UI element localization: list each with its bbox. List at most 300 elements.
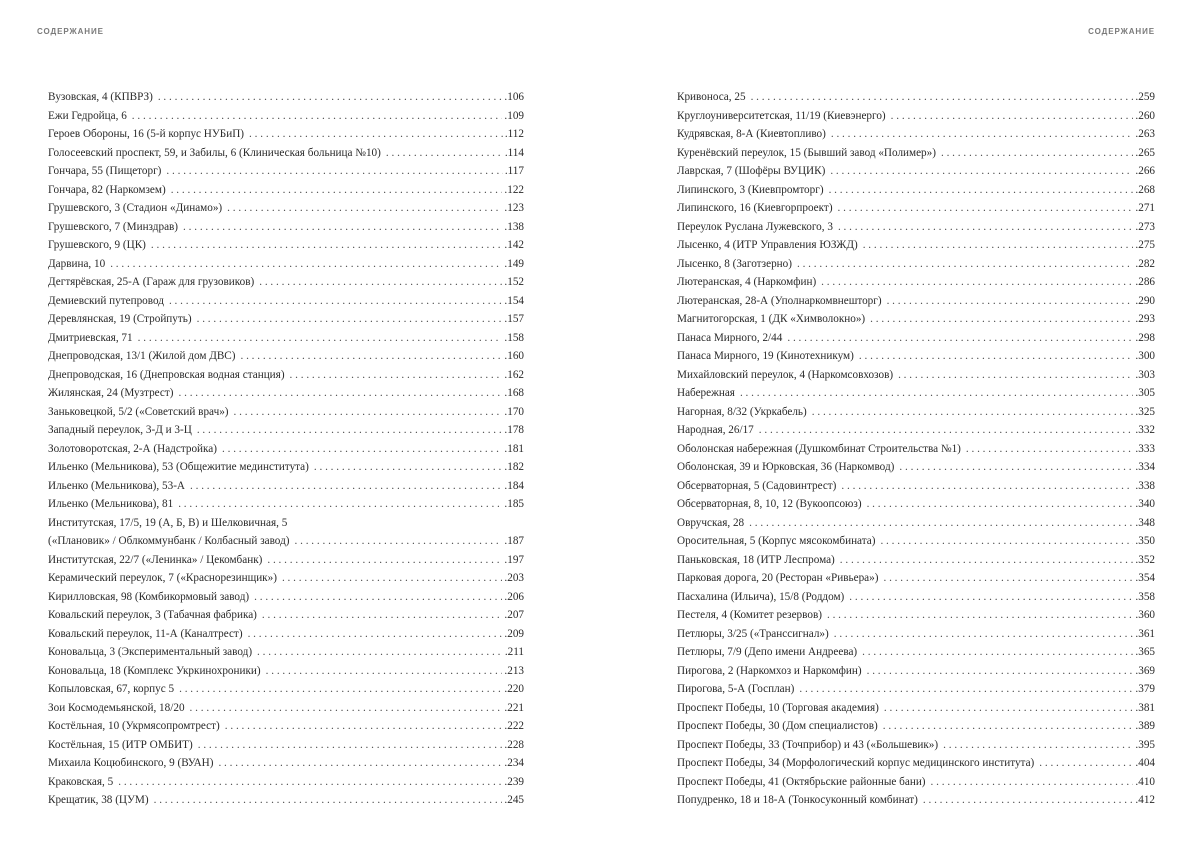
toc-entry-page: .332	[1135, 424, 1155, 436]
toc-entry	[48, 181, 524, 200]
toc-entry-page: .234	[504, 757, 524, 769]
toc-entry	[677, 273, 1155, 292]
toc-entry	[677, 199, 1155, 218]
toc-entry-page: .112	[504, 128, 524, 140]
toc-entry-page: .379	[1135, 683, 1155, 695]
toc-entry	[677, 773, 1155, 792]
dot-leader	[787, 329, 1133, 348]
toc-entry	[48, 791, 524, 810]
toc-entry-title: Михаила Коцюбинского, 9 (ВУАН)	[48, 757, 214, 769]
toc-entry-page: .149	[504, 257, 524, 270]
toc-entry-page: .170	[504, 405, 524, 418]
toc-entry-page: .404	[1135, 757, 1155, 769]
dot-leader	[830, 162, 1133, 181]
toc-entry	[677, 403, 1155, 422]
toc-entry	[48, 162, 524, 181]
toc-entry-title: Кирилловская, 98 (Комбикормовый завод)	[48, 590, 250, 603]
toc-entry	[48, 421, 524, 440]
toc-entry-title: Дмитриевская, 71	[48, 331, 133, 344]
dot-leader	[225, 717, 503, 736]
toc-entry	[48, 366, 524, 385]
toc-entry-page: .184	[504, 479, 524, 492]
dot-leader	[799, 680, 1133, 699]
toc-entry	[48, 680, 524, 699]
toc-entry-page: .354	[1135, 572, 1155, 584]
toc-entry-page: .207	[504, 609, 524, 621]
toc-entry	[48, 384, 524, 403]
toc-entry-title: Кудрявская, 8-А (Киевтопливо)	[677, 128, 826, 140]
toc-entry	[48, 144, 524, 163]
toc-entry-title: Панаса Мирного, 19 (Кинотехникум)	[677, 350, 854, 362]
dot-leader	[867, 495, 1134, 514]
dot-leader	[166, 162, 502, 181]
toc-entry-title: Круглоуниверситетская, 11/19 (Киевэнерго)	[677, 109, 886, 122]
toc-entry-title: Гончара, 82 (Наркомзем)	[48, 183, 166, 196]
dot-leader	[138, 329, 503, 348]
toc-entry	[48, 643, 524, 662]
dot-leader	[884, 699, 1134, 718]
toc-entry-title: Ильенко (Мельникова), 53 (Общежитие мединститута)	[48, 461, 309, 473]
toc-entry	[677, 384, 1155, 403]
toc-entry-page: .142	[504, 239, 524, 251]
toc-entry-page: .360	[1135, 609, 1155, 621]
toc-entry-title: Кривоноса, 25	[677, 91, 746, 103]
dot-leader	[838, 199, 1134, 218]
toc-entry-title: Ильенко (Мельникова), 81	[48, 498, 174, 510]
toc-entry-title: Паньковская, 18 (ИТР Леспрома)	[677, 553, 835, 566]
dot-leader	[883, 569, 1133, 588]
toc-entry-page: .303	[1135, 368, 1155, 381]
running-head-left: СОДЕРЖАНИЕ	[37, 27, 104, 36]
toc-entry-title: Коновальца, 3 (Экспериментальный завод)	[48, 646, 253, 658]
toc-entry-title: Проспект Победы, 33 (Точприбор) и 43 («Большевик»)	[677, 738, 939, 751]
toc-entry-page: .245	[504, 794, 524, 806]
dot-leader	[158, 88, 503, 107]
dot-leader	[834, 625, 1134, 644]
dot-leader	[259, 273, 502, 292]
toc-entry-page: .412	[1135, 794, 1155, 806]
toc-entry-page: .265	[1135, 146, 1155, 159]
toc-entry	[677, 606, 1155, 625]
toc-entry	[677, 366, 1155, 385]
dot-leader	[197, 421, 503, 440]
dot-leader	[838, 218, 1133, 237]
toc-entry-title: Лютеранская, 28-А (Уполнаркомвнешторг)	[677, 294, 882, 307]
toc-entry-title: Копыловская, 67, корпус 5	[48, 683, 175, 695]
dot-leader	[966, 440, 1134, 459]
toc-entry-title: («Плановик» / Облкоммунбанк / Колбасный завод)	[48, 535, 290, 547]
toc-entry	[677, 236, 1155, 255]
dot-leader	[898, 366, 1133, 385]
toc-entry	[48, 255, 524, 274]
dot-leader	[178, 495, 502, 514]
toc-entry-page: .259	[1135, 91, 1155, 103]
dot-leader	[290, 366, 503, 385]
toc-entry	[48, 88, 524, 107]
toc-entry-page: .340	[1135, 498, 1155, 510]
toc-entry	[48, 477, 524, 496]
toc-entry-title: Ильенко (Мельникова), 53-А	[48, 479, 185, 492]
dot-leader	[248, 625, 503, 644]
dot-leader	[169, 292, 502, 311]
dot-leader	[386, 144, 503, 163]
toc-entry-title: Нагорная, 8/32 (Укркабель)	[677, 405, 807, 418]
dot-leader	[751, 88, 1134, 107]
dot-leader	[254, 588, 502, 607]
toc-entry-title: Переулок Руслана Лужевского, 3	[677, 220, 833, 233]
toc-entry-title: Лысенко, 8 (Заготзерно)	[677, 257, 792, 270]
toc-entry	[48, 495, 524, 514]
dot-leader	[862, 643, 1133, 662]
toc-entry	[48, 347, 524, 366]
toc-entry-page: .117	[504, 165, 524, 177]
toc-entry	[48, 551, 524, 570]
toc-entry-page: .154	[504, 294, 524, 307]
dot-leader	[931, 773, 1134, 792]
dot-leader	[759, 421, 1134, 440]
toc-entry	[48, 310, 524, 329]
toc-entry-title: Жилянская, 24 (Музтрест)	[48, 387, 174, 399]
toc-entry-page: .220	[504, 683, 524, 695]
toc-entry-page: .410	[1135, 775, 1155, 788]
toc-entry	[48, 292, 524, 311]
dot-leader	[190, 477, 502, 496]
toc-entry-title: Проспект Победы, 30 (Дом специалистов)	[677, 720, 878, 732]
toc-entry-title: Пирогова, 2 (Наркомхоз и Наркомфин)	[677, 664, 862, 677]
toc-entry-title: Народная, 26/17	[677, 424, 754, 436]
toc-entry	[677, 162, 1155, 181]
toc-left-column	[48, 88, 524, 810]
toc-entry-page: .365	[1135, 646, 1155, 658]
toc-entry-page: .352	[1135, 553, 1155, 566]
toc-entry-page: .213	[504, 664, 524, 677]
dot-leader	[183, 218, 502, 237]
dot-leader	[171, 181, 503, 200]
running-head-right: СОДЕРЖАНИЕ	[1088, 27, 1155, 36]
toc-entry-title: Дарвина, 10	[48, 257, 106, 270]
toc-entry-page: .293	[1135, 313, 1155, 325]
toc-entry	[677, 514, 1155, 533]
toc-entry-page: .271	[1135, 202, 1155, 214]
dot-leader	[831, 125, 1134, 144]
dot-leader	[110, 255, 502, 274]
dot-leader	[941, 144, 1133, 163]
toc-entry-title: Оросительная, 5 (Корпус мясокомбината)	[677, 535, 876, 547]
dot-leader	[314, 458, 503, 477]
toc-entry-title: Вузовская, 4 (КПВРЗ)	[48, 91, 153, 103]
toc-entry-title: Набережная	[677, 387, 735, 399]
toc-entry-title: Героев Обороны, 16 (5-й корпус НУБиП)	[48, 128, 245, 140]
toc-entry-page: .152	[504, 276, 524, 288]
toc-entry	[677, 88, 1155, 107]
toc-entry-page: .122	[504, 183, 524, 196]
dot-leader	[749, 514, 1133, 533]
toc-entry-title: Проспект Победы, 10 (Торговая академия)	[677, 701, 879, 714]
toc-entry-page: .123	[504, 202, 524, 214]
toc-entry	[48, 236, 524, 255]
toc-entry-page: .282	[1135, 257, 1155, 270]
dot-leader	[197, 310, 503, 329]
dot-leader	[841, 477, 1133, 496]
toc-entry	[677, 107, 1155, 126]
toc-entry	[48, 569, 524, 588]
dot-leader	[827, 606, 1133, 625]
toc-entry	[677, 643, 1155, 662]
toc-entry-title: Липинского, 3 (Киевпромторг)	[677, 183, 824, 196]
toc-entry-page: .290	[1135, 294, 1155, 307]
toc-entry-page: .222	[504, 720, 524, 732]
toc-entry	[677, 532, 1155, 551]
toc-entry	[677, 551, 1155, 570]
toc-entry	[48, 625, 524, 644]
dot-leader	[218, 754, 502, 773]
toc-entry-page: .221	[504, 701, 524, 714]
toc-entry	[48, 736, 524, 755]
dot-leader	[132, 107, 503, 126]
toc-entry-title: Петлюры, 7/9 (Депо имени Андреева)	[677, 646, 858, 658]
toc-entry-title: Ковальский переулок, 11-А (Каналтрест)	[48, 627, 243, 640]
toc-entry-page: .106	[504, 91, 524, 103]
toc-entry-title: Грушевского, 9 (ЦК)	[48, 239, 146, 251]
toc-entry-title: Лысенко, 4 (ИТР Управления ЮЗЖД)	[677, 239, 858, 251]
toc-entry-title: Обсерваторная, 8, 10, 12 (Вукоопсоюз)	[677, 498, 862, 510]
toc-entry	[677, 495, 1155, 514]
dot-leader	[849, 588, 1133, 607]
toc-entry	[48, 329, 524, 348]
toc-entry-title: Проспект Победы, 41 (Октябрьские районные бани)	[677, 775, 926, 788]
toc-entry-page: .211	[504, 646, 524, 658]
dot-leader	[867, 662, 1134, 681]
toc-entry-page: .275	[1135, 239, 1155, 251]
dot-leader	[240, 347, 502, 366]
toc-entry-title: Институтская, 22/7 («Ленинка» / Цекомбанк)	[48, 553, 263, 566]
toc-entry-page: .338	[1135, 479, 1155, 492]
toc-entry-page: .158	[504, 331, 524, 344]
toc-entry	[677, 255, 1155, 274]
toc-entry	[677, 569, 1155, 588]
toc-entry-page: .157	[504, 313, 524, 325]
dot-leader	[257, 643, 503, 662]
dot-leader	[179, 680, 502, 699]
dot-leader	[190, 699, 503, 718]
toc-entry-title: Попудренко, 18 и 18-А (Тонкосуконный комбинат)	[677, 794, 918, 806]
toc-entry-title: Гончара, 55 (Пищеторг)	[48, 165, 162, 177]
toc-entry	[677, 477, 1155, 496]
toc-entry-title: Золотоворотская, 2-А (Надстройка)	[48, 442, 217, 455]
toc-entry-title: Зои Космодемьянской, 18/20	[48, 701, 185, 714]
toc-entry-page: .260	[1135, 109, 1155, 122]
toc-entry	[677, 181, 1155, 200]
toc-entry-page: .185	[504, 498, 524, 510]
toc-entry-title: Голосеевский проспект, 59, и Забилы, 6 (Клиническая больница №10)	[48, 146, 381, 159]
dot-leader	[282, 569, 502, 588]
toc-entry-page: .268	[1135, 183, 1155, 196]
toc-entry	[677, 144, 1155, 163]
dot-leader	[899, 458, 1133, 477]
toc-entry-page: .209	[504, 627, 524, 640]
toc-entry-title: Михайловский переулок, 4 (Наркомсовхозов)	[677, 368, 894, 381]
dot-leader	[880, 532, 1133, 551]
dot-leader	[883, 717, 1134, 736]
toc-entry-title: Ежи Гедройца, 6	[48, 109, 127, 122]
toc-entry-page: .298	[1135, 331, 1155, 344]
toc-entry-title: Грушевского, 3 (Стадион «Динамо»)	[48, 202, 223, 214]
toc-entry-title: Оболонская, 39 и Юрковская, 36 (Наркомвод)	[677, 461, 895, 473]
toc-entry-title: Куренёвский переулок, 15 (Бывший завод «Полимер»)	[677, 146, 936, 159]
toc-entry	[48, 773, 524, 792]
toc-entry	[677, 292, 1155, 311]
toc-entry-page: .350	[1135, 535, 1155, 547]
toc-entry	[48, 107, 524, 126]
toc-entry-title: Ковальский переулок, 3 (Табачная фабрика)	[48, 609, 257, 621]
toc-entry-page: .381	[1135, 701, 1155, 714]
dot-leader	[198, 736, 503, 755]
toc-entry-page: .286	[1135, 276, 1155, 288]
toc-entry-title: Костёльная, 15 (ИТР ОМБИТ)	[48, 738, 193, 751]
toc-entry	[48, 218, 524, 237]
dot-leader	[227, 199, 502, 218]
toc-entry-page: .325	[1135, 405, 1155, 418]
toc-entry-title: Липинского, 16 (Киевгорпроект)	[677, 202, 833, 214]
toc-entry-page: .181	[504, 442, 524, 455]
dot-leader	[887, 292, 1134, 311]
dot-leader	[154, 791, 503, 810]
toc-entry	[48, 273, 524, 292]
toc-entry	[677, 736, 1155, 755]
toc-entry-title: Пасхалина (Ильича), 15/8 (Роддом)	[677, 590, 845, 603]
toc-entry	[48, 458, 524, 477]
toc-entry-title: Лаврская, 7 (Шофёры ВУЦИК)	[677, 165, 826, 177]
toc-entry-page: .333	[1135, 442, 1155, 455]
toc-entry-title: Западный переулок, 3-Д и 3-Ц	[48, 424, 192, 436]
toc-entry-title: Заньковецкой, 5/2 («Советский врач»)	[48, 405, 229, 418]
toc-entry-page: .348	[1135, 516, 1155, 529]
toc-entry	[48, 514, 524, 533]
dot-leader	[249, 125, 503, 144]
toc-entry	[48, 699, 524, 718]
toc-entry-page: .395	[1135, 738, 1155, 751]
toc-entry-title: Пирогова, 5-А (Госплан)	[677, 683, 795, 695]
toc-entry-page: .162	[504, 368, 524, 381]
dot-leader	[266, 662, 503, 681]
toc-entry	[48, 125, 524, 144]
toc-entry-title: Керамический переулок, 7 («Краснорезинщик»)	[48, 572, 277, 584]
dot-leader	[797, 255, 1133, 274]
toc-entry-page: .178	[504, 424, 524, 436]
toc-entry-title: Овручская, 28	[677, 516, 745, 529]
dot-leader	[812, 403, 1134, 422]
toc-entry-title: Днепроводская, 13/1 (Жилой дом ДВС)	[48, 350, 236, 362]
toc-entry-title: Магнитогорская, 1 (ДК «Химволокно»)	[677, 313, 866, 325]
toc-entry-page: .300	[1135, 350, 1155, 362]
dot-leader	[840, 551, 1134, 570]
toc-entry-page: .305	[1135, 387, 1155, 399]
toc-entry-title: Оболонская набережная (Душкомбинат Строительства №1)	[677, 442, 961, 455]
toc-entry	[677, 440, 1155, 459]
toc-entry	[677, 699, 1155, 718]
toc-entry	[48, 199, 524, 218]
toc-entry-title: Парковая дорога, 20 (Ресторан «Ривьера»)	[677, 572, 879, 584]
dot-leader	[234, 403, 503, 422]
toc-entry-title: Костёльная, 10 (Укрмясопромтрест)	[48, 720, 220, 732]
toc-entry	[48, 440, 524, 459]
toc-entry-page: .239	[504, 775, 524, 788]
toc-entry-title: Деревлянская, 19 (Стройпуть)	[48, 313, 192, 325]
dot-leader	[295, 532, 503, 551]
toc-entry-page: .187	[504, 535, 524, 547]
toc-right-column	[677, 88, 1155, 810]
toc-entry-title: Крещатик, 38 (ЦУМ)	[48, 794, 149, 806]
toc-entry-page: .369	[1135, 664, 1155, 677]
toc-entry-page: .203	[504, 572, 524, 584]
toc-entry	[677, 662, 1155, 681]
toc-entry-page: .109	[504, 109, 524, 122]
toc-entry-title: Демиевский путепровод	[48, 294, 164, 307]
toc-entry-page: .266	[1135, 165, 1155, 177]
dot-leader	[870, 310, 1133, 329]
toc-entry	[677, 680, 1155, 699]
toc-entry-title: Обсерваторная, 5 (Садовинтрест)	[677, 479, 837, 492]
toc-entry-page: .361	[1135, 627, 1155, 640]
toc-entry	[677, 717, 1155, 736]
toc-entry	[48, 532, 524, 551]
toc-entry	[677, 458, 1155, 477]
dot-leader	[267, 551, 502, 570]
dot-leader	[262, 606, 503, 625]
toc-entry	[48, 754, 524, 773]
dot-leader	[829, 181, 1134, 200]
toc-entry-title: Проспект Победы, 34 (Морфологический корпус медицинского института)	[677, 757, 1035, 769]
toc-entry	[677, 329, 1155, 348]
dot-leader	[943, 736, 1133, 755]
dot-leader	[863, 236, 1134, 255]
toc-entry-title: Дегтярёвская, 25-А (Гараж для грузовиков)	[48, 276, 255, 288]
toc-entry-title: Днепроводская, 16 (Днепровская водная станция)	[48, 368, 285, 381]
toc-entry-page: .138	[504, 220, 524, 233]
toc-entry-page: .182	[504, 461, 524, 473]
dot-leader	[891, 107, 1134, 126]
toc-entry-page: .168	[504, 387, 524, 399]
dot-leader	[859, 347, 1134, 366]
toc-entry	[677, 125, 1155, 144]
dot-leader	[740, 384, 1133, 403]
dot-leader	[118, 773, 502, 792]
dot-leader	[923, 791, 1134, 810]
toc-entry-page: .228	[504, 738, 524, 751]
toc-entry	[677, 347, 1155, 366]
toc-entry	[48, 588, 524, 607]
toc-entry-title: Институтская, 17/5, 19 (А, Б, В) и Шелковичная, 5	[48, 516, 288, 529]
toc-entry	[677, 218, 1155, 237]
toc-entry-page: .197	[504, 553, 524, 566]
toc-entry	[677, 791, 1155, 810]
toc-entry	[48, 717, 524, 736]
toc-entry-title: Коновальца, 18 (Комплекс Укркинохроники)	[48, 664, 261, 677]
toc-entry	[677, 310, 1155, 329]
toc-entry-page: .273	[1135, 220, 1155, 233]
dot-leader	[821, 273, 1133, 292]
toc-entry	[677, 421, 1155, 440]
toc-entry-title: Петлюры, 3/25 («Транссигнал»)	[677, 627, 829, 640]
toc-entry-page: .358	[1135, 590, 1155, 603]
toc-entry-title: Краковская, 5	[48, 775, 114, 788]
toc-entry	[48, 606, 524, 625]
toc-entry-title: Пестеля, 4 (Комитет резервов)	[677, 609, 822, 621]
toc-entry	[677, 754, 1155, 773]
toc-entry-title: Грушевского, 7 (Минздрав)	[48, 220, 179, 233]
dot-leader	[151, 236, 503, 255]
toc-entry-page: .334	[1135, 461, 1155, 473]
